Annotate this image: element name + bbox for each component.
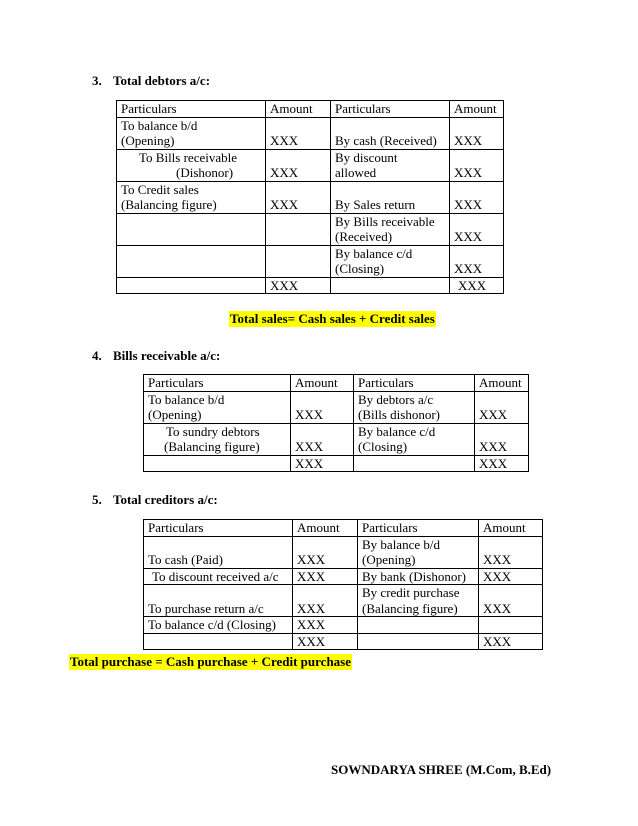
header-amount: Amount — [266, 101, 331, 118]
line: By credit purchase — [362, 585, 460, 600]
empty-cell — [117, 277, 266, 294]
credit-particulars — [354, 423, 475, 455]
table-total-row — [117, 277, 504, 294]
debit-amount — [266, 245, 331, 277]
table-row — [144, 391, 529, 423]
section-number: 4. — [92, 348, 102, 363]
line: By Bills receivable — [335, 213, 435, 229]
total-creditors-table — [143, 519, 543, 650]
credit-particulars — [331, 245, 450, 277]
credit-amount: XXX — [475, 391, 529, 423]
credit-amount: XXX — [450, 181, 504, 213]
bills-receivable-table — [143, 374, 529, 472]
table-row — [144, 585, 543, 617]
header-particulars: Particulars — [117, 101, 266, 118]
line: By debtors a/c — [358, 391, 434, 407]
line: By balance b/d — [362, 536, 440, 552]
credit-particulars: By bank (Dishonor) — [358, 568, 479, 585]
header-particulars: Particulars — [144, 375, 291, 392]
credit-amount: XXX — [479, 585, 543, 617]
line: (Opening) — [148, 407, 202, 422]
table-row — [144, 568, 543, 585]
section-4-heading — [92, 348, 220, 364]
credit-particulars — [354, 391, 475, 423]
debit-particulars — [144, 423, 291, 455]
debit-particulars: To discount received a/c — [144, 568, 293, 585]
line: By balance c/d — [335, 245, 413, 261]
section-title: Total creditors a/c: — [113, 492, 218, 507]
credit-amount: XXX — [450, 245, 504, 277]
table-total-row — [144, 455, 529, 472]
debit-particulars — [117, 245, 266, 277]
section-number: 3. — [92, 73, 102, 88]
line: By discount — [335, 149, 398, 165]
credit-particulars — [331, 213, 450, 245]
line: To balance b/d — [121, 117, 198, 133]
debit-amount — [266, 213, 331, 245]
total-debtors-table — [116, 100, 504, 294]
debit-total: XXX — [293, 633, 358, 650]
line: (Closing) — [335, 261, 385, 276]
line: (Balancing figure) — [121, 197, 217, 212]
table-row — [144, 536, 543, 568]
credit-particulars — [331, 149, 450, 181]
empty-cell — [144, 455, 291, 472]
header-particulars: Particulars — [354, 375, 475, 392]
table-row — [117, 245, 504, 277]
table-header-row — [117, 101, 504, 118]
line: To sundry debtors — [166, 423, 260, 439]
header-amount: Amount — [291, 375, 354, 392]
debit-particulars — [117, 181, 266, 213]
credit-amount: XXX — [475, 423, 529, 455]
credit-total: XXX — [479, 633, 543, 650]
debit-amount: XXX — [266, 149, 331, 181]
empty-cell — [354, 455, 475, 472]
credit-particulars — [358, 585, 479, 617]
line: (Closing) — [358, 439, 408, 454]
debit-amount: XXX — [293, 536, 358, 568]
debit-amount: XXX — [293, 568, 358, 585]
debit-particulars — [117, 213, 266, 245]
header-particulars: Particulars — [144, 520, 293, 537]
debit-amount: XXX — [293, 585, 358, 617]
debit-total: XXX — [291, 455, 354, 472]
author-footer: SOWNDARYA SHREE (M.Com, B.Ed) — [331, 762, 552, 777]
empty-cell — [144, 633, 293, 650]
section-5-heading — [92, 492, 218, 508]
header-amount: Amount — [475, 375, 529, 392]
line: (Bills dishonor) — [358, 407, 440, 422]
header-particulars: Particulars — [358, 520, 479, 537]
empty-cell — [331, 277, 450, 294]
line: (Opening) — [362, 552, 416, 567]
line: To Credit sales — [121, 181, 199, 197]
credit-amount: XXX — [450, 117, 504, 149]
line: (Dishonor) — [176, 165, 234, 180]
total-sales-formula: Total sales= Cash sales + Credit sales — [230, 311, 435, 326]
debit-particulars — [117, 117, 266, 149]
debit-amount: XXX — [291, 391, 354, 423]
table-header-row — [144, 520, 543, 537]
table-row — [117, 149, 504, 181]
credit-total: XXX — [450, 277, 504, 294]
table-row — [117, 213, 504, 245]
credit-amount — [479, 617, 543, 634]
header-amount: Amount — [293, 520, 358, 537]
section-title: Bills receivable a/c: — [113, 348, 221, 363]
line: (Balancing figure) — [164, 439, 260, 454]
section-3-heading — [92, 73, 210, 89]
debit-total: XXX — [266, 277, 331, 294]
debit-particulars: To purchase return a/c — [144, 585, 293, 617]
credit-amount: XXX — [479, 568, 543, 585]
debit-particulars: To balance c/d (Closing) — [144, 617, 293, 634]
credit-amount: XXX — [479, 536, 543, 568]
table-row — [117, 117, 504, 149]
credit-total: XXX — [475, 455, 529, 472]
line: (Received) — [335, 229, 393, 244]
credit-particulars: By Sales return — [331, 181, 450, 213]
line: allowed — [335, 165, 377, 180]
debit-particulars — [117, 149, 266, 181]
header-amount: Amount — [479, 520, 543, 537]
total-purchase-formula: Total purchase = Cash purchase + Credit purchase — [70, 654, 351, 669]
debit-amount: XXX — [266, 181, 331, 213]
table-row — [117, 181, 504, 213]
debit-particulars: To cash (Paid) — [144, 536, 293, 568]
debit-amount: XXX — [293, 617, 358, 634]
line: (Opening) — [121, 133, 175, 148]
credit-particulars: By cash (Received) — [331, 117, 450, 149]
header-amount: Amount — [450, 101, 504, 118]
line: (Balancing figure) — [362, 600, 458, 616]
empty-cell — [358, 633, 479, 650]
section-title: Total debtors a/c: — [113, 73, 211, 88]
credit-amount: XXX — [450, 149, 504, 181]
table-row — [144, 617, 543, 634]
line: By balance c/d — [358, 423, 436, 439]
debit-particulars — [144, 391, 291, 423]
table-header-row — [144, 375, 529, 392]
credit-particulars — [358, 617, 479, 634]
table-total-row — [144, 633, 543, 650]
table-row — [144, 423, 529, 455]
line: To balance b/d — [148, 391, 225, 407]
line: To Bills receivable — [139, 149, 238, 165]
debit-amount: XXX — [266, 117, 331, 149]
credit-amount: XXX — [450, 213, 504, 245]
debit-amount: XXX — [291, 423, 354, 455]
credit-particulars — [358, 536, 479, 568]
section-number: 5. — [92, 492, 102, 507]
header-particulars: Particulars — [331, 101, 450, 118]
